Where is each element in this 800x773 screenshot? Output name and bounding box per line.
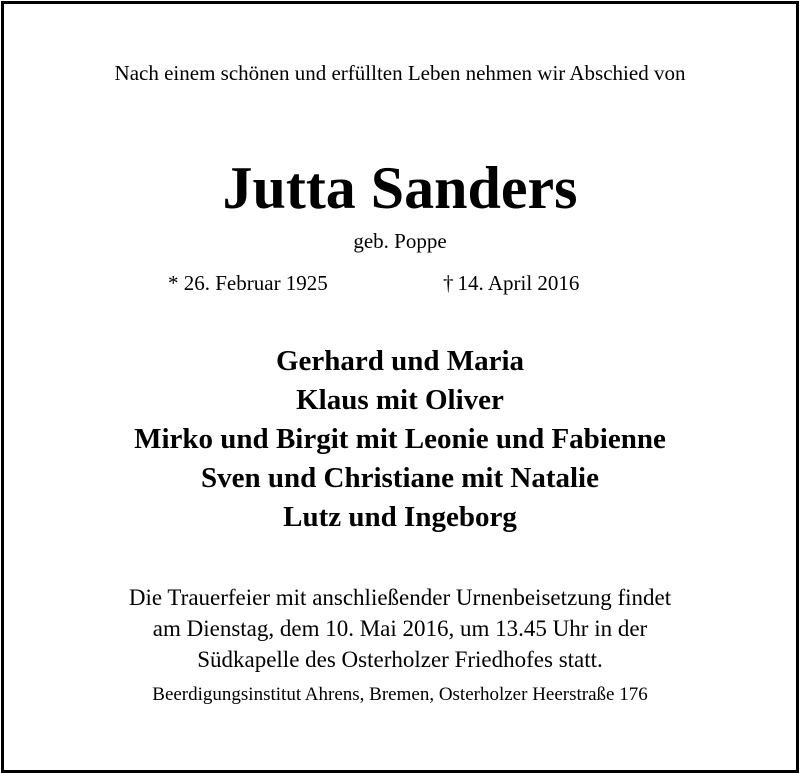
birth-date: * 26. Februar 1925 [168, 271, 328, 295]
ceremony-line: Die Trauerfeier mit anschließender Urnenbeisetzung findet [128, 585, 672, 610]
mourner-line: Sven und Christiane mit Natalie [201, 462, 599, 494]
mourners-list [0, 342, 800, 537]
mourner-line: Gerhard und Maria [275, 345, 525, 377]
intro-text: Nach einem schönen und erfüllten Leben nehmen wir Abschied von [114, 61, 686, 85]
deceased-name: Jutta Sanders [222, 155, 578, 221]
mourner-line: Mirko und Birgit mit Leonie und Fabienne [134, 423, 666, 455]
dagger-icon: † [443, 271, 454, 295]
ceremony-line: am Dienstag, dem 10. Mai 2016, um 13.45 Uhr in der [152, 616, 648, 641]
undertaker-info: Beerdigungsinstitut Ahrens, Bremen, Osterholzer Heerstraße 176 [152, 684, 648, 705]
ceremony-line: Südkapelle des Osterholzer Friedhofes statt. [197, 647, 603, 672]
mourner-line: Klaus mit Oliver [296, 384, 504, 416]
maiden-name: geb. Poppe [353, 229, 447, 253]
ceremony-info [0, 582, 800, 675]
mourner-line: Lutz und Ingeborg [283, 501, 517, 533]
death-date: 14. April 2016 [457, 271, 580, 295]
death-info [443, 268, 579, 298]
